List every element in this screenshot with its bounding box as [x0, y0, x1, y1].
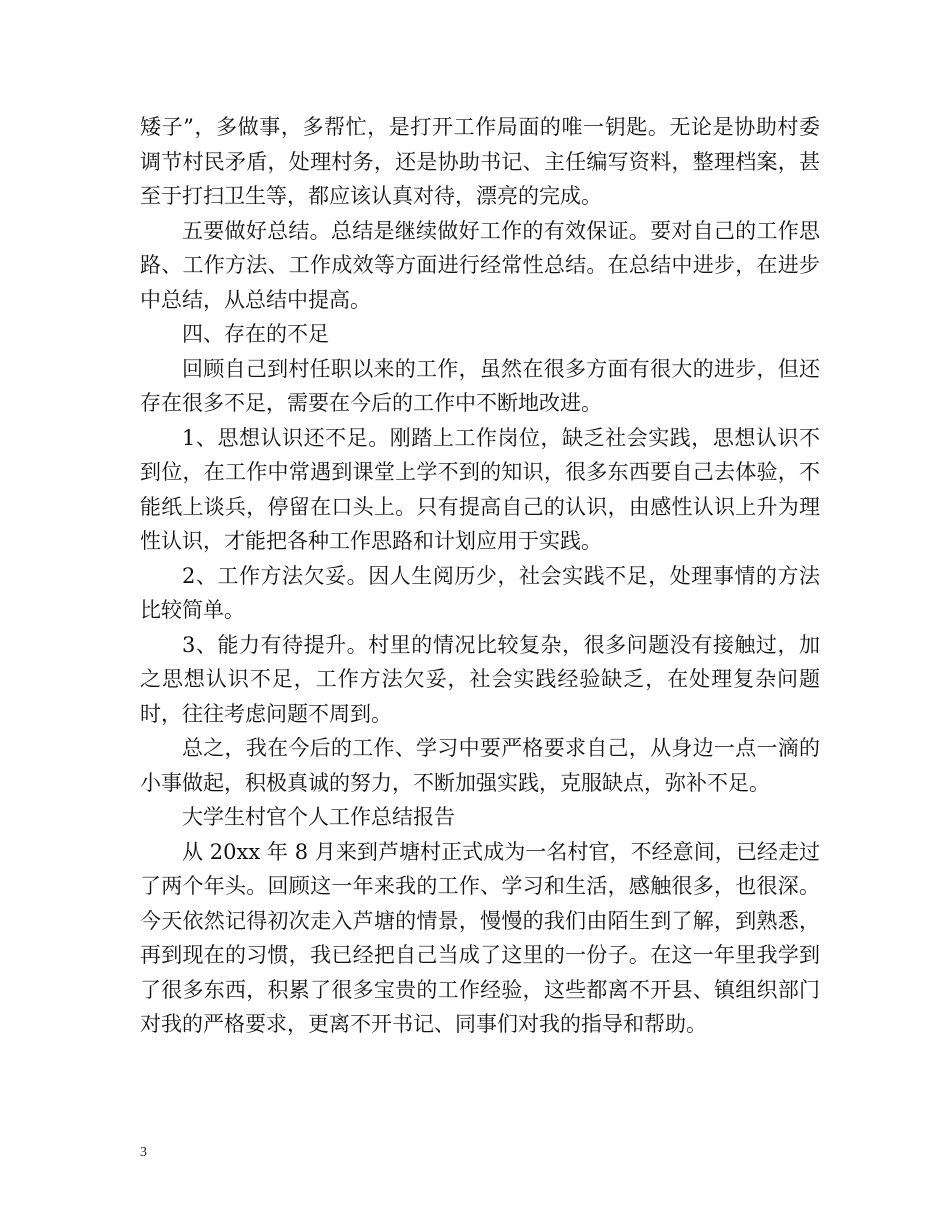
paragraph-2: 五要做好总结。总结是继续做好工作的有效保证。要对自己的工作思路、工作方法、工作成效等方面进行经常性总结。在总结中进步，在进步中总结，从总结中提高。 [140, 218, 820, 312]
paragraph-7: 3、能力有待提升。村里的情况比较复杂，很多问题没有接触过，加之思想认识不足，工作方法欠妥，社会实践经验缺乏，在处理复杂问题时，往往考虑问题不周到。 [140, 632, 820, 726]
page-number: 3 [140, 1145, 147, 1160]
paragraph-4: 回顾自己到村任职以来的工作，虽然在很多方面有很大的进步，但还存在很多不足，需要在今后的工作中不断地改进。 [140, 356, 820, 415]
paragraph-1: 矮子”，多做事，多帮忙，是打开工作局面的唯一钥匙。无论是协助村委调节村民矛盾，处理村务，还是协助书记、主任编写资料，整理档案，甚至于打扫卫生等，都应该认真对待，漂亮的完成。 [140, 115, 820, 208]
paragraph-5: 1、思想认识还不足。刚踏上工作岗位，缺乏社会实践，思想认识不到位，在工作中常遇到课堂上学不到的知识，很多东西要自己去体验，不能纸上谈兵，停留在口头上。只有提高自己的认识，由感性认识上升为理性认识，才能把各种工作思路和计划应用于实践。 [140, 425, 820, 553]
report-title: 大学生村官个人工作总结报告 [182, 805, 455, 829]
paragraph-10: 从 20xx 年 8 月来到芦塘村正式成为一名村官，不经意间，已经走过了两个年头。回顾这一年来我的工作、学习和生活，感触很多，也很深。今天依然记得初次走入芦塘的情景，慢慢的我们由陌生到了解，到熟悉，再到现在的习惯，我已经把自己当成了这里的一份子。在这一年里我学到了很多东西，积累了很多宝贵的工作经验，这些都离不开县、镇组织部门对我的严格要求，更离不开书记、同事们对我的指导和帮助。 [140, 839, 820, 1036]
section-heading-shortcomings: 四、存在的不足 [182, 322, 329, 346]
paragraph-6: 2、工作方法欠妥。因人生阅历少，社会实践不足，处理事情的方法比较简单。 [140, 563, 820, 622]
document-body [140, 110, 820, 1042]
paragraph-8: 总之，我在今后的工作、学习中要严格要求自己，从身边一点一滴的小事做起，积极真诚的努力，不断加强实践，克服缺点，弥补不足。 [140, 736, 820, 795]
